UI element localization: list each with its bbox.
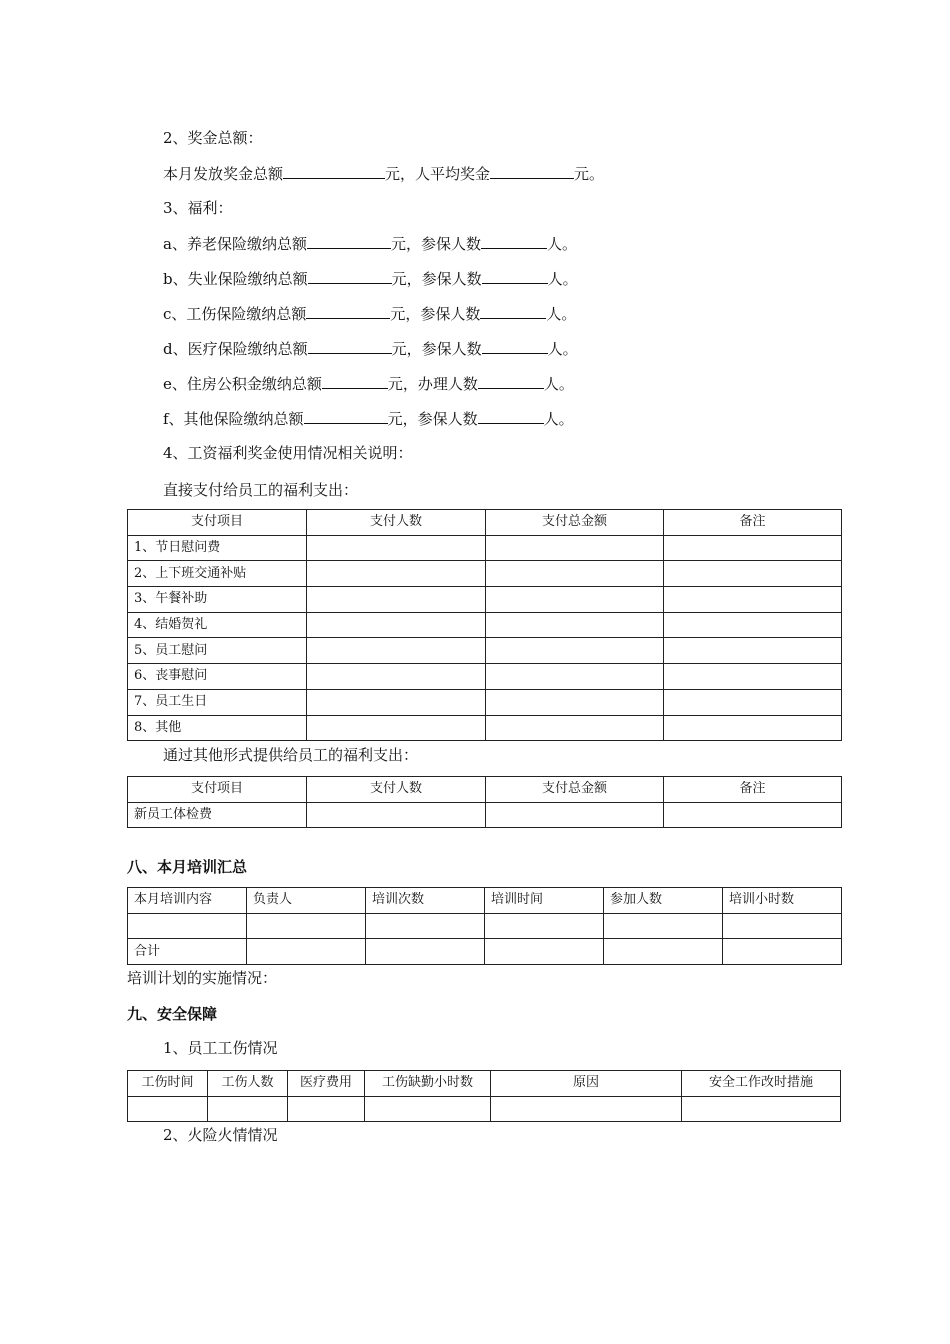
welfare-unit: 人。 [546, 305, 577, 323]
amount-cell[interactable] [486, 587, 664, 613]
direct-welfare-label: 直接支付给员工的福利支出： [163, 481, 359, 499]
item-cell: 5、员工慰问 [128, 638, 307, 664]
bonus-average-label: 元，人平均奖金 [385, 165, 491, 183]
bonus-line [163, 163, 604, 184]
count-cell[interactable] [307, 535, 486, 561]
table-row [128, 715, 842, 741]
content-cell[interactable] [128, 913, 247, 939]
item-cell: 7、员工生日 [128, 689, 307, 715]
table-row [128, 587, 842, 613]
times-cell[interactable] [366, 939, 485, 965]
welfare-item-label: e、住房公积金缴纳总额 [163, 375, 322, 393]
welfare-unit: 人。 [546, 235, 577, 253]
remark-cell[interactable] [664, 664, 842, 690]
header-cell: 工伤时间 [128, 1071, 208, 1097]
remark-cell[interactable] [664, 715, 842, 741]
fire-label: 2、火险火情情况 [163, 1126, 278, 1144]
welfare-item-label: b、失业保险缴纳总额 [163, 270, 308, 288]
header-cell: 工伤人数 [208, 1071, 288, 1097]
amount-cell[interactable] [486, 561, 664, 587]
welfare-count-label: 元，参保人数 [387, 410, 478, 428]
bonus-unit: 元。 [574, 165, 605, 183]
header-cell: 培训次数 [366, 888, 485, 914]
count-blank[interactable] [482, 268, 548, 284]
count-blank[interactable] [482, 338, 548, 354]
header-cell: 负责人 [247, 888, 366, 914]
amount-blank[interactable] [308, 338, 392, 354]
welfare-item-label: f、其他保险缴纳总额 [163, 410, 304, 428]
table-row [128, 664, 842, 690]
table-row [128, 561, 842, 587]
table-row [128, 913, 842, 939]
participants-cell[interactable] [604, 939, 723, 965]
bonus-average-blank[interactable] [490, 163, 574, 179]
injury-label: 1、员工工伤情况 [163, 1039, 278, 1057]
welfare-count-label: 元，办理人数 [387, 375, 478, 393]
training-heading: 八、本月培训汇总 [127, 858, 248, 876]
table-row [128, 689, 842, 715]
amount-cell[interactable] [486, 689, 664, 715]
amount-blank[interactable] [306, 303, 390, 319]
table-row [128, 1096, 841, 1122]
welfare-item [163, 408, 574, 429]
welfare-item [163, 303, 576, 324]
owner-cell[interactable] [247, 913, 366, 939]
amount-cell[interactable] [486, 802, 664, 828]
amount-cell[interactable] [486, 612, 664, 638]
header-cell: 安全工作改时措施 [682, 1071, 841, 1097]
header-cell: 备注 [664, 510, 842, 536]
remark-cell[interactable] [664, 689, 842, 715]
welfare-unit: 人。 [547, 340, 578, 358]
header-cell: 原因 [491, 1071, 682, 1097]
remark-cell[interactable] [664, 561, 842, 587]
header-cell: 培训时间 [485, 888, 604, 914]
amount-blank[interactable] [307, 233, 391, 249]
count-blank[interactable] [481, 233, 547, 249]
count-blank[interactable] [478, 408, 544, 424]
item-cell: 6、丧事慰问 [128, 664, 307, 690]
header-cell: 本月培训内容 [128, 888, 247, 914]
item-cell: 1、节日慰问费 [128, 535, 307, 561]
training-plan-label: 培训计划的实施情况： [127, 969, 278, 987]
absence-hours-cell[interactable] [365, 1096, 491, 1122]
welfare-item [163, 268, 578, 289]
amount-blank[interactable] [308, 268, 392, 284]
header-cell: 参加人数 [604, 888, 723, 914]
count-cell[interactable] [307, 561, 486, 587]
header-cell: 支付项目 [128, 777, 307, 803]
header-cell: 支付总金额 [486, 777, 664, 803]
remark-cell[interactable] [664, 612, 842, 638]
welfare-count-label: 元，参保人数 [391, 340, 482, 358]
welfare-count-label: 元，参保人数 [391, 270, 482, 288]
header-cell: 支付人数 [307, 510, 486, 536]
amount-cell[interactable] [486, 535, 664, 561]
welfare-item-label: a、养老保险缴纳总额 [163, 235, 307, 253]
injury-count-cell[interactable] [208, 1096, 288, 1122]
amount-cell[interactable] [486, 664, 664, 690]
header-cell: 支付项目 [128, 510, 307, 536]
table-row [128, 802, 842, 828]
item-cell: 8、其他 [128, 715, 307, 741]
item-cell: 4、结婚贺礼 [128, 612, 307, 638]
welfare-unit: 人。 [547, 270, 578, 288]
count-cell[interactable] [307, 715, 486, 741]
explain-heading: 4、工资福利奖金使用情况相关说明： [163, 444, 413, 462]
welfare-heading: 3、福利： [163, 199, 233, 217]
remark-cell[interactable] [664, 638, 842, 664]
table-row [128, 612, 842, 638]
count-blank[interactable] [478, 373, 544, 389]
item-cell: 新员工体检费 [128, 802, 307, 828]
count-cell[interactable] [307, 689, 486, 715]
header-cell: 培训小时数 [723, 888, 842, 914]
count-cell[interactable] [307, 587, 486, 613]
count-cell[interactable] [307, 612, 486, 638]
bonus-heading: 2、奖金总额： [163, 129, 263, 147]
welfare-item-label: d、医疗保险缴纳总额 [163, 340, 308, 358]
time-cell[interactable] [485, 913, 604, 939]
count-cell[interactable] [307, 638, 486, 664]
owner-cell[interactable] [247, 939, 366, 965]
total-label-cell: 合计 [128, 939, 247, 965]
amount-blank[interactable] [322, 373, 388, 389]
header-cell: 支付人数 [307, 777, 486, 803]
total-row [128, 939, 842, 965]
welfare-unit: 人。 [543, 410, 574, 428]
medical-cost-cell[interactable] [288, 1096, 365, 1122]
welfare-unit: 人。 [543, 375, 574, 393]
other-welfare-label: 通过其他形式提供给员工的福利支出： [163, 746, 419, 764]
table-row [128, 535, 842, 561]
measures-cell[interactable] [682, 1096, 841, 1122]
training-table [127, 887, 842, 965]
count-blank[interactable] [480, 303, 546, 319]
header-cell: 支付总金额 [486, 510, 664, 536]
count-cell[interactable] [307, 802, 486, 828]
header-cell: 备注 [664, 777, 842, 803]
remark-cell[interactable] [664, 802, 842, 828]
times-cell[interactable] [366, 913, 485, 939]
amount-blank[interactable] [304, 408, 388, 424]
table-header-row [128, 1071, 841, 1097]
safety-heading: 九、安全保障 [127, 1005, 218, 1023]
bonus-total-blank[interactable] [283, 163, 385, 179]
direct-welfare-table [127, 509, 842, 741]
injury-time-cell[interactable] [128, 1096, 208, 1122]
reason-cell[interactable] [491, 1096, 682, 1122]
amount-cell[interactable] [486, 638, 664, 664]
amount-cell[interactable] [486, 715, 664, 741]
other-welfare-table [127, 776, 842, 828]
item-cell: 3、午餐补助 [128, 587, 307, 613]
table-header-row [128, 777, 842, 803]
table-header-row [128, 510, 842, 536]
table-row [128, 638, 842, 664]
time-cell[interactable] [485, 939, 604, 965]
header-cell: 医疗费用 [288, 1071, 365, 1097]
participants-cell[interactable] [604, 913, 723, 939]
table-header-row [128, 888, 842, 914]
hours-cell[interactable] [723, 913, 842, 939]
welfare-count-label: 元，参保人数 [390, 235, 481, 253]
welfare-count-label: 元，参保人数 [390, 305, 481, 323]
header-cell: 工伤缺勤小时数 [365, 1071, 491, 1097]
welfare-item [163, 233, 577, 254]
welfare-item [163, 373, 574, 394]
bonus-total-label: 本月发放奖金总额 [163, 165, 284, 183]
remark-cell[interactable] [664, 587, 842, 613]
injury-table [127, 1070, 841, 1122]
welfare-item-label: c、工伤保险缴纳总额 [163, 305, 307, 323]
hours-cell[interactable] [723, 939, 842, 965]
welfare-item [163, 338, 578, 359]
count-cell[interactable] [307, 664, 486, 690]
remark-cell[interactable] [664, 535, 842, 561]
item-cell: 2、上下班交通补贴 [128, 561, 307, 587]
